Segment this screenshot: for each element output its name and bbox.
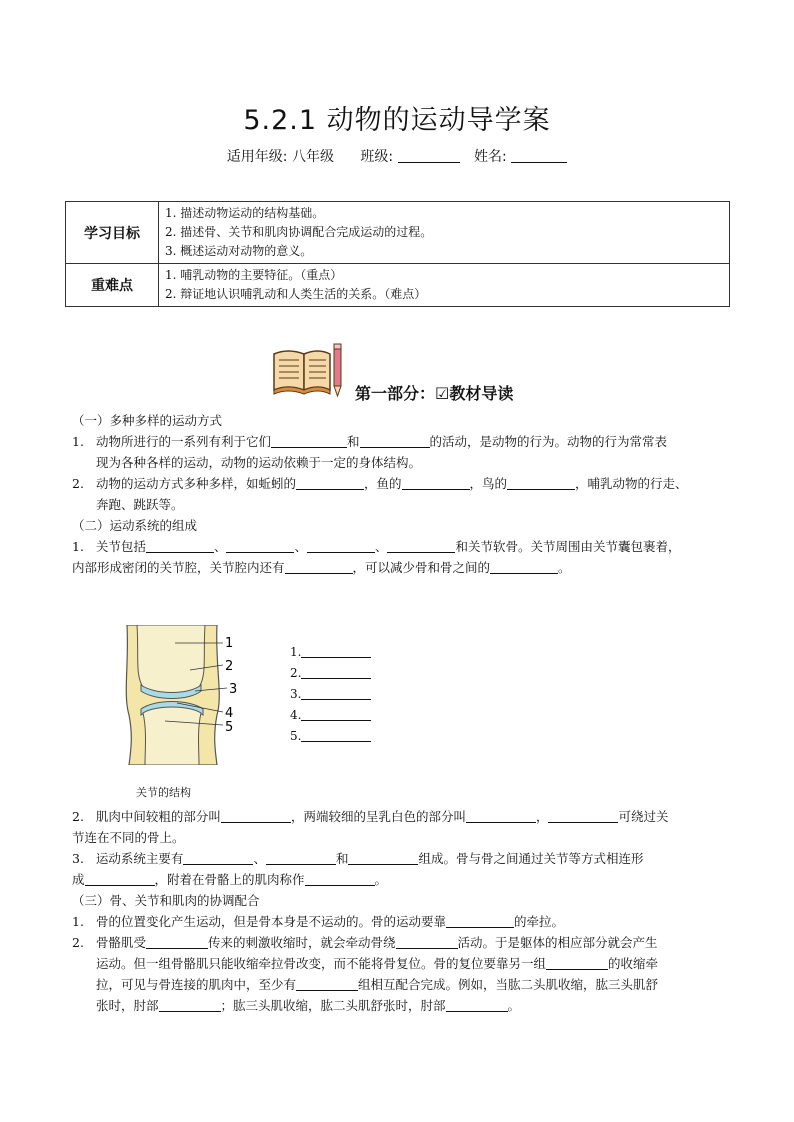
answer-blank[interactable] [301, 643, 371, 658]
question-1-2: 2. 动物的运动方式多种多样，如蚯蚓的 ，鱼的 ，鸟的 ，哺乳动物的行走、 奔跑、跳跃等。 [72, 476, 688, 512]
answer-blank[interactable] [305, 871, 375, 886]
name-label: 姓名: [474, 149, 507, 165]
keys-row [66, 264, 730, 307]
figure-number: 2 [225, 659, 234, 674]
question-2-1: 1. 关节包括 、 、 、 和关节软骨。关节周围由关节囊包裹着， 内部形成密闭的关节腔，关节腔内还有 ，可以减少骨和骨之间的 。 [72, 539, 681, 575]
keys-cell [159, 264, 730, 307]
answer-blank[interactable] [183, 850, 253, 865]
answer-blank[interactable] [146, 538, 214, 553]
answer-blank[interactable] [546, 955, 608, 970]
answer-blank[interactable] [285, 559, 353, 574]
question-2-3: 3. 运动系统主要有 、 和 组成。骨与骨之间通过关节等方式相连形 成 ，附着在骨骼上的肌肉称作 。 [72, 851, 644, 887]
question-2-2: 2. 肌肉中间较粗的部分叫 ，两端较细的呈乳白色的部分叫 ， 可绕过关 节连在不同的骨上。 [72, 809, 669, 845]
figure-number: 3 [229, 682, 238, 697]
figure-label-3: 3. [290, 685, 371, 701]
goals-cell [159, 202, 730, 264]
answer-blank[interactable] [146, 934, 208, 949]
question-1-1: 1. 动物所进行的一系列有利于它们 和 的活动，是动物的行为。动物的行为常常表 现为各种各样的运动，动物的运动依赖于一定的身体结构。 [72, 434, 668, 470]
answer-blank[interactable] [348, 850, 418, 865]
class-blank[interactable] [398, 148, 460, 163]
question-3-1: 1. 骨的位置变化产生运动，但是骨本身是不运动的。骨的运动要靠 的牵拉。 [72, 914, 565, 929]
answer-blank[interactable] [226, 538, 294, 553]
goal-item: 1. 描述动物运动的结构基础。 [165, 206, 325, 220]
answer-blank[interactable] [296, 976, 358, 991]
answer-blank[interactable] [446, 997, 508, 1012]
answer-blank[interactable] [402, 475, 470, 490]
grade-text: 适用年级: 八年级 [226, 149, 334, 165]
figure-label-4: 4. [290, 706, 371, 722]
section-heading: （三）骨、关节和肌肉的协调配合 [72, 893, 260, 908]
figure-label-2: 2. [290, 664, 371, 680]
answer-blank[interactable] [301, 706, 371, 721]
keys-label: 重难点 [66, 264, 159, 307]
answer-blank[interactable] [159, 997, 221, 1012]
answer-blank[interactable] [85, 871, 155, 886]
question-3-2: 2. 骨骼肌受 传来的刺激收缩时，就会牵动骨绕 活动。于是躯体的相应部分就会产生 运动。但一组骨骼肌只能收缩牵拉骨改变，而不能将骨复位。骨的复位要靠另一组 的收缩牵 拉，可见与骨连接的肌肉中，至少有 组相互配合完成。例如，当肱二头肌收缩，肱三头肌舒 张时，肘部 ；肱三头肌收缩，肱二头肌舒张时，肘部 。 [72, 935, 659, 1013]
objectives-table [65, 201, 730, 307]
answer-blank[interactable] [360, 433, 430, 448]
figure-number: 4 [225, 706, 234, 721]
figure-caption: 关节的结构 [136, 786, 191, 799]
key-item: 1. 哺乳动物的主要特征。（重点） [165, 268, 343, 282]
knee-joint-figure [115, 625, 245, 765]
answer-blank[interactable] [446, 913, 514, 928]
answer-blank[interactable] [301, 685, 371, 700]
answer-blank[interactable] [466, 808, 536, 823]
answer-blank[interactable] [548, 808, 618, 823]
answer-blank[interactable] [301, 727, 371, 742]
figure-number: 1 [225, 636, 234, 651]
figure-number: 5 [225, 720, 234, 735]
book-pencil-icon [270, 340, 348, 400]
answer-blank[interactable] [301, 664, 371, 679]
figure-label-5: 5. [290, 727, 371, 743]
answer-blank[interactable] [490, 559, 558, 574]
goal-item: 3. 概述运动对动物的意义。 [165, 244, 313, 258]
goal-item: 2. 描述骨、关节和肌肉协调配合完成运动的过程。 [165, 225, 433, 239]
answer-blank[interactable] [266, 850, 336, 865]
part-heading: 第一部分：☑教材导读 [355, 384, 514, 403]
figure-label-1: 1. [290, 643, 371, 659]
answer-blank[interactable] [307, 538, 375, 553]
section-heading: （一）多种多样的运动方式 [72, 413, 223, 428]
answer-blank[interactable] [296, 475, 364, 490]
page-title: 5.2.1 动物的运动导学案 [243, 105, 551, 136]
answer-blank[interactable] [396, 934, 458, 949]
answer-blank[interactable] [271, 433, 347, 448]
class-label: 班级: [360, 149, 394, 165]
answer-blank[interactable] [221, 808, 291, 823]
answer-blank[interactable] [387, 538, 455, 553]
goals-row [66, 202, 730, 264]
meta-line [0, 146, 794, 166]
answer-blank[interactable] [507, 475, 575, 490]
section-heading: （二）运动系统的组成 [72, 518, 198, 533]
name-blank[interactable] [511, 148, 567, 163]
key-item: 2. 辩证地认识哺乳动和人类生活的关系。（难点） [165, 287, 427, 301]
goals-label: 学习目标 [66, 202, 159, 264]
